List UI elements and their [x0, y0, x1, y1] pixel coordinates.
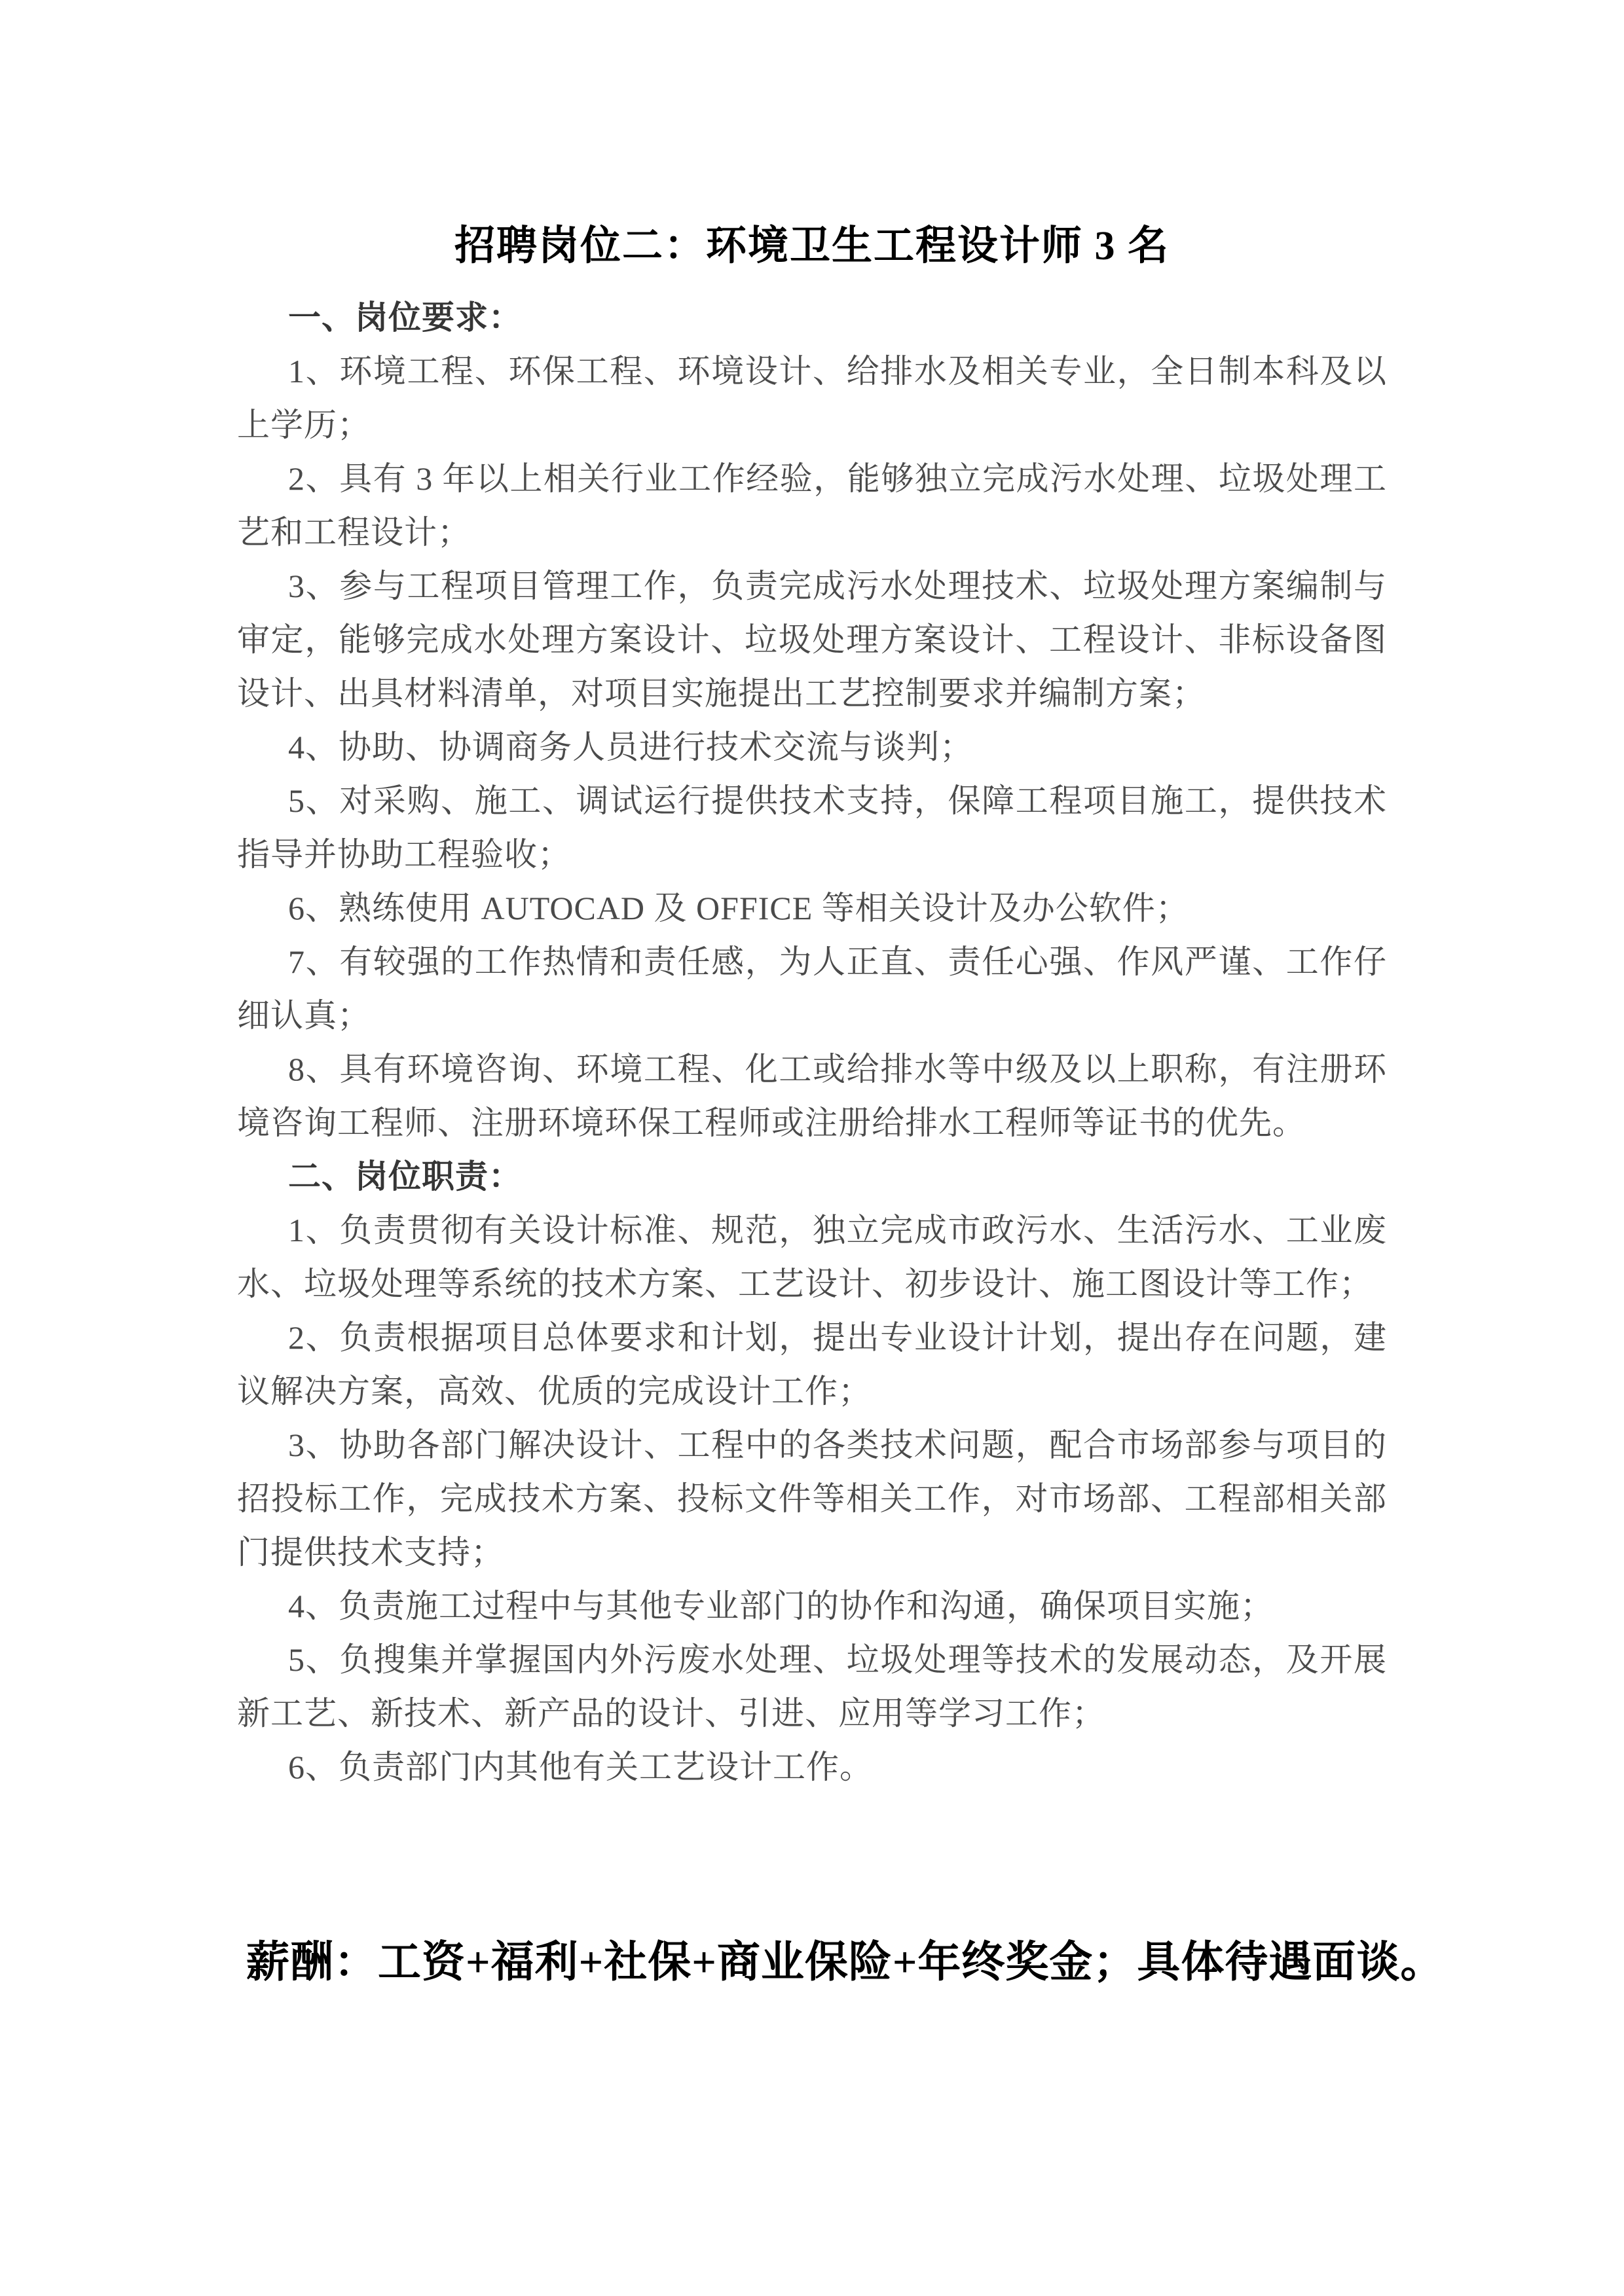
salary-line: 薪酬：工资+福利+社保+商业保险+年终奖金；具体待遇面谈。	[246, 1939, 1445, 1986]
duty-item: 4、负责施工过程中与其他专业部门的协作和沟通，确保项目实施；	[288, 1588, 1274, 1624]
requirement-item: 2、具有 3 年以上相关行业工作经验，能够独立完成污水处理、垃圾处理工艺和工程设计；	[237, 460, 1387, 551]
requirement-item: 6、熟练使用 AUTOCAD 及 OFFICE 等相关设计及办公软件；	[288, 890, 1189, 926]
duty-item: 1、负责贯彻有关设计标准、规范，独立完成市政污水、生活污水、工业废水、垃圾处理等系统的技术方案、工艺设计、初步设计、施工图设计等工作；	[237, 1212, 1387, 1302]
duties-heading: 二、岗位职责：	[288, 1158, 522, 1195]
duty-item: 5、负搜集并掌握国内外污废水处理、垃圾处理等技术的发展动态，及开展新工艺、新技术、新产品的设计、引进、应用等学习工作；	[237, 1641, 1387, 1732]
section-duties	[237, 1150, 1387, 1794]
duty-item: 2、负责根据项目总体要求和计划，提出专业设计计划，提出存在问题，建议解决方案，高效、优质的完成设计工作；	[237, 1319, 1387, 1410]
duty-item: 6、负责部门内其他有关工艺设计工作。	[288, 1749, 873, 1785]
requirement-item: 1、环境工程、环保工程、环境设计、给排水及相关专业，全日制本科及以上学历；	[237, 353, 1387, 443]
requirement-item: 4、协助、协调商务人员进行技术交流与谈判；	[288, 729, 973, 765]
requirement-item: 5、对采购、施工、调试运行提供技术支持，保障工程项目施工，提供技术指导并协助工程验收；	[237, 782, 1387, 873]
requirement-item: 7、有较强的工作热情和责任感，为人正直、责任心强、作风严谨、工作仔细认真；	[237, 943, 1387, 1034]
requirements-heading: 一、岗位要求：	[288, 299, 522, 336]
duty-item: 3、协助各部门解决设计、工程中的各类技术问题，配合市场部参与项目的招投标工作，完成技术方案、投标文件等相关工作，对市场部、工程部相关部门提供技术支持；	[237, 1427, 1387, 1571]
document-title: 招聘岗位二：环境卫生工程设计师 3 名	[454, 224, 1170, 268]
requirement-item: 3、参与工程项目管理工作，负责完成污水处理技术、垃圾处理方案编制与审定，能够完成水处理方案设计、垃圾处理方案设计、工程设计、非标设备图设计、出具材料清单，对项目实施提出工艺控制要求并编制方案；	[237, 568, 1387, 712]
requirement-item: 8、具有环境咨询、环境工程、化工或给排水等中级及以上职称，有注册环境咨询工程师、注册环境环保工程师或注册给排水工程师等证书的优先。	[237, 1051, 1387, 1141]
section-requirements	[237, 291, 1387, 1150]
